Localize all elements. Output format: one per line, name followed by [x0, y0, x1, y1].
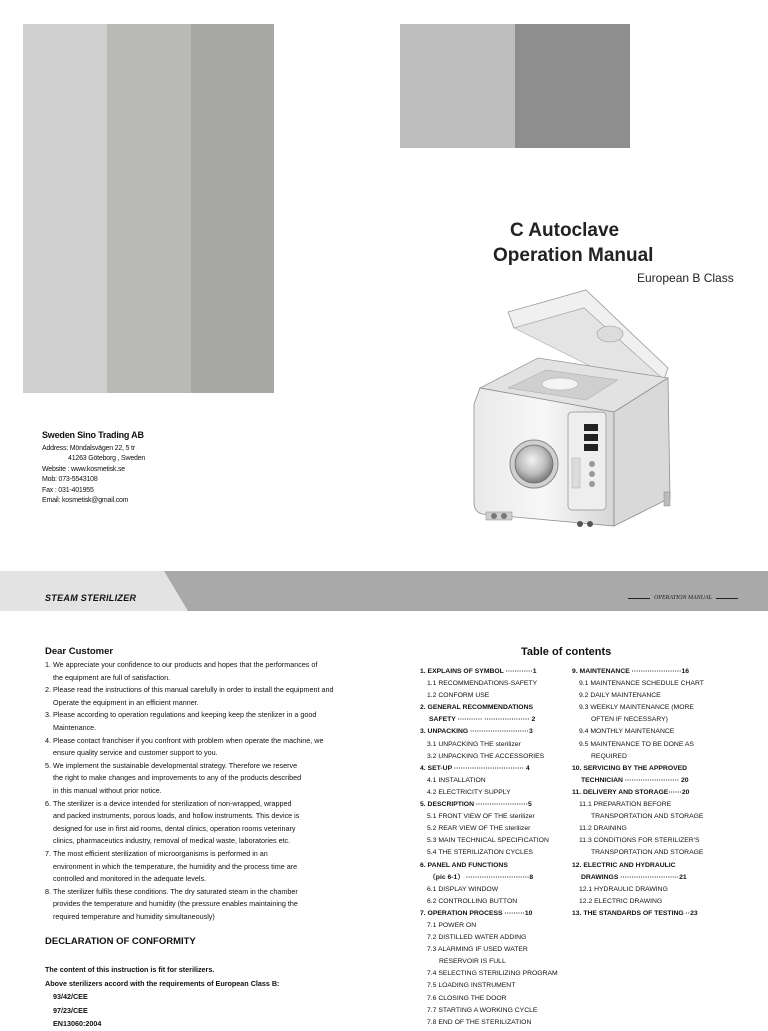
intro-item-line — [45, 898, 375, 911]
intro-item-line — [45, 747, 375, 760]
manual-title-line1: C Autoclave — [510, 220, 620, 241]
intro-item-line — [45, 772, 375, 785]
toc-entry[interactable]: 9.1 MAINTENANCE SCHEDULE CHART — [579, 680, 704, 688]
toc-entry[interactable]: 9.2 DAILY MAINTENANCE — [579, 692, 661, 700]
band-right-text: OPERATION MANUAL — [654, 595, 712, 601]
intro-item-line — [45, 886, 375, 899]
toc-entry[interactable]: 4.1 INSTALLATION — [427, 776, 486, 784]
declaration-standard: 97/23/CEE — [53, 1005, 88, 1015]
toc-entry[interactable]: OFTEN IF NECESSARY) — [591, 716, 668, 724]
toc-title: Table of contents — [521, 646, 612, 658]
declaration-line2: Above sterilizers accord with the requirements of European Class B: — [45, 978, 280, 988]
toc-entry[interactable]: 6. PANEL AND FUNCTIONS — [420, 861, 508, 869]
intro-item-line — [45, 785, 375, 798]
cover-block-5 — [515, 24, 630, 148]
intro-item-text: The most efficient sterilization of microorganisms is performed in an — [53, 848, 268, 858]
intro-item-number — [45, 823, 53, 836]
toc-entry[interactable]: 11.3 CONDITIONS FOR STERILIZER'S — [579, 837, 700, 845]
band-rule-right — [716, 598, 738, 599]
intro-item-text: required temperature and humidity simultaneously) — [53, 911, 215, 921]
intro-item-text: We implement the sustainable developmental strategy. Therefore we reserve — [53, 760, 298, 770]
toc-entry[interactable]: TRANSPORTATION AND STORAGE — [591, 813, 704, 821]
intro-item-line — [45, 672, 375, 685]
intro-heading: Dear Customer — [45, 646, 114, 657]
section-band-light — [0, 571, 188, 611]
company-name: Sweden Sino Trading AB — [42, 430, 144, 440]
intro-item-number: 2. — [45, 685, 51, 695]
intro-item-line — [45, 873, 375, 886]
intro-item-line — [45, 684, 375, 697]
intro-item-text: controlled and monitored in the adequate levels. — [53, 874, 207, 884]
cover-block-3 — [191, 24, 274, 393]
intro-item-line — [45, 823, 375, 836]
company-email: Email: kosmetisk@gmail.com — [42, 497, 129, 504]
toc-entry[interactable]: 1. EXPLAINS OF SYMBOL ············1 — [420, 668, 537, 675]
intro-item-number: 4. — [45, 735, 51, 745]
toc-entry[interactable]: RESERVOIR IS FULL — [439, 958, 506, 966]
toc-entry[interactable]: 9. MAINTENANCE ······················16 — [572, 668, 690, 675]
intro-item-number — [45, 835, 53, 848]
toc-entry[interactable]: 7.6 CLOSING THE DOOR — [427, 994, 507, 1002]
intro-item-text: Please according to operation regulations and keeping keep the sterilizer in a good — [53, 710, 317, 720]
intro-item-line — [45, 659, 375, 672]
intro-item-line — [45, 735, 375, 748]
company-info — [42, 430, 145, 507]
toc-entry[interactable]: 7.2 DISTILLED WATER ADDING — [427, 934, 527, 942]
toc-entry[interactable]: DRAWINGS ··························21 — [581, 873, 687, 881]
declaration-standard: EN13060:2004 — [53, 1019, 102, 1028]
toc-entry[interactable]: 11.2 DRAINING — [579, 825, 627, 833]
intro-item-text: the equipment are full of satisfaction. — [53, 672, 171, 682]
intro-item-text: Operate the equipment in an efficient manner. — [53, 697, 199, 707]
toc-entry[interactable]: 1.1 RECOMMENDATIONS-SAFETY — [427, 680, 538, 688]
intro-item-number — [45, 672, 53, 685]
intro-item-number — [45, 697, 53, 710]
intro-item-number — [45, 861, 53, 874]
toc-entry[interactable]: （pic 6-1） ····························8 — [429, 873, 534, 881]
toc-entry[interactable]: 10. SERVICING BY THE APPROVED — [572, 764, 688, 772]
intro-item-number: 5. — [45, 760, 51, 770]
toc-entry[interactable]: 4. SET-UP ······························· 4 — [420, 764, 530, 772]
toc-entry[interactable]: 6.2 CONTROLLING BUTTON — [427, 897, 518, 905]
intro-item-number — [45, 898, 53, 911]
intro-item-text: Please contact franchiser if you confront with problem when operate the machine, we — [53, 735, 324, 745]
declaration-body — [45, 963, 279, 1031]
intro-item-number — [45, 810, 53, 823]
company-fax: Fax : 031-401955 — [42, 486, 94, 494]
intro-item-line — [45, 835, 375, 848]
declaration-heading: DECLARATION OF CONFORMITY — [45, 936, 196, 947]
toc-entry[interactable]: REQUIRED — [591, 752, 627, 760]
toc-entry[interactable]: 1.2 CONFORM USE — [427, 692, 490, 700]
toc-entry[interactable]: 12.2 ELECTRIC DRAWING — [579, 897, 663, 905]
toc-entry[interactable]: 6.1 DISPLAY WINDOW — [427, 885, 499, 893]
toc-entry[interactable]: 5.3 MAIN TECHNICAL SPECIFICATION — [427, 837, 549, 845]
intro-item-line — [45, 848, 375, 861]
company-address-line2: 41263 Göteborg , Sweden — [68, 455, 146, 462]
intro-item-text: environment in which the temperature, the humidity and the process time are — [53, 861, 298, 871]
intro-item-line — [45, 798, 375, 811]
intro-item-text: ensure quality service and customer support to you. — [53, 748, 218, 758]
toc-entry[interactable]: 11.1 PREPARATION BEFORE — [579, 801, 672, 809]
toc-entry[interactable]: 7.8 END OF THE STERILIZATION — [427, 1018, 532, 1026]
intro-item-number: 6. — [45, 798, 51, 808]
toc-entry[interactable]: 11. DELIVERY AND STORAGE······20 — [572, 788, 690, 796]
toc-entry[interactable]: 4.2 ELECTRICITY SUPPLY — [427, 788, 511, 796]
cover-block-1 — [23, 24, 107, 393]
intro-item-text: the right to make changes and improvements to any of the products described — [53, 773, 302, 783]
toc-entry[interactable]: 7. OPERATION PROCESS ·········10 — [420, 909, 533, 917]
autoclave-image — [468, 288, 678, 534]
intro-item-number: 8. — [45, 886, 51, 896]
toc-column-left — [420, 666, 558, 1029]
toc-entry[interactable]: 12. ELECTRIC AND HYDRAULIC — [572, 861, 676, 869]
intro-item-line — [45, 911, 375, 924]
intro-list — [45, 659, 375, 923]
intro-item-number — [45, 747, 53, 760]
intro-item-number — [45, 911, 53, 924]
intro-item-text: Please read the instructions of this manual carefully in order to install the equipment and — [53, 685, 334, 695]
declaration-standard: 93/42/CEE — [53, 992, 88, 1001]
intro-item-text: in this manual without prior notice. — [53, 785, 162, 795]
intro-item-line — [45, 697, 375, 710]
toc-entry[interactable]: 5.4 THE STERILIZATION CYCLES — [427, 849, 533, 857]
intro-item-line — [45, 861, 375, 874]
intro-item-text: provides the temperature and humidity (the pressure enables maintaining the — [53, 899, 298, 909]
intro-item-text: Maintenance. — [53, 722, 97, 732]
toc-entry[interactable]: 12.1 HYDRAULIC DRAWING — [579, 885, 668, 893]
cover-block-2 — [107, 24, 191, 393]
toc-entry[interactable]: 5. DESCRIPTION ·······················5 — [420, 801, 532, 809]
toc-entry[interactable]: 3. UNPACKING ··························3 — [420, 728, 533, 736]
manual-title-line2: Operation Manual — [493, 245, 654, 266]
toc-entry[interactable]: 3.2 UNPACKING THE ACCESSORIES — [427, 752, 545, 760]
declaration-line1: The content of this instruction is fit for sterilizers. — [45, 965, 215, 974]
toc-entry[interactable]: 9.5 MAINTENANCE TO BE DONE AS — [579, 740, 694, 748]
toc-entry[interactable]: TECHNICIAN ························ 20 — [581, 776, 689, 784]
intro-item-number — [45, 785, 53, 798]
toc-entry[interactable]: TRANSPORTATION AND STORAGE — [591, 849, 704, 857]
band-rule-left — [628, 598, 650, 599]
toc-entry[interactable]: SAFETY ··········· ···················· 2 — [429, 716, 536, 724]
manual-subtitle: European B Class — [637, 271, 734, 285]
toc-entry[interactable]: 13. THE STANDARDS OF TESTING ··23 — [572, 909, 698, 917]
toc-entry[interactable]: 7.1 POWER ON — [427, 921, 477, 929]
toc-entry[interactable]: 5.2 REAR VIEW OF THE sterilizer — [427, 825, 531, 833]
toc-entry[interactable]: 9.3 WEEKLY MAINTENANCE (MORE — [579, 704, 694, 712]
toc-entry[interactable]: 7.7 STARTING A WORKING CYCLE — [427, 1006, 538, 1014]
company-mobile: Mob: 073-5543108 — [42, 476, 98, 483]
band-right-label — [628, 595, 738, 601]
toc-entry[interactable]: 9.4 MONTHLY MAINTENANCE — [579, 728, 675, 736]
company-website: Website : www.kosmetisk.se — [42, 465, 125, 473]
company-address-line1: Address: Möndalsvägen 22, 5 tr — [42, 444, 135, 452]
toc-column-right — [572, 666, 704, 920]
toc-entry[interactable]: 7.4 SELECTING STERILIZING PROGRAM — [427, 970, 558, 978]
intro-item-number — [45, 772, 53, 785]
toc-entry[interactable]: 5.1 FRONT VIEW OF THE sterilizer — [427, 813, 535, 821]
toc-entry[interactable]: 7.3 ALARMING IF USED WATER — [427, 946, 528, 954]
intro-item-number: 3. — [45, 710, 51, 720]
toc-entry[interactable]: 3.1 UNPACKING THE sterilizer — [427, 740, 521, 748]
intro-item-number: 1. — [45, 660, 51, 669]
intro-item-text: designed for use in first aid rooms, dental clinics, operation rooms veterinary — [53, 823, 296, 833]
intro-item-line — [45, 709, 375, 722]
intro-item-line — [45, 810, 375, 823]
intro-item-text: and packed instruments, porous loads, and hollow instruments. This device is — [53, 811, 300, 821]
intro-item-line — [45, 722, 375, 735]
intro-item-text: We appreciate your confidence to our products and hopes that the performances of — [53, 660, 318, 669]
band-label: STEAM STERILIZER — [45, 593, 137, 603]
intro-item-number: 7. — [45, 848, 51, 858]
toc-entry[interactable]: 2. GENERAL RECOMMENDATIONS — [420, 704, 534, 712]
intro-item-text: clinics, pharmaceutics industry, removal of medical waste, laboratories etc. — [53, 836, 291, 846]
intro-item-number — [45, 722, 53, 735]
intro-item-text: The sterilizer is a device intended for sterilization of non-wrapped, wrapped — [53, 798, 292, 808]
intro-item-number — [45, 873, 53, 886]
toc-entry[interactable]: 7.5 LOADING INSTRUMENT — [427, 982, 516, 990]
cover-block-4 — [400, 24, 515, 148]
intro-item-line — [45, 760, 375, 773]
intro-item-text: The sterilizer fulfils these conditions. The dry saturated steam in the chamber — [53, 886, 298, 896]
